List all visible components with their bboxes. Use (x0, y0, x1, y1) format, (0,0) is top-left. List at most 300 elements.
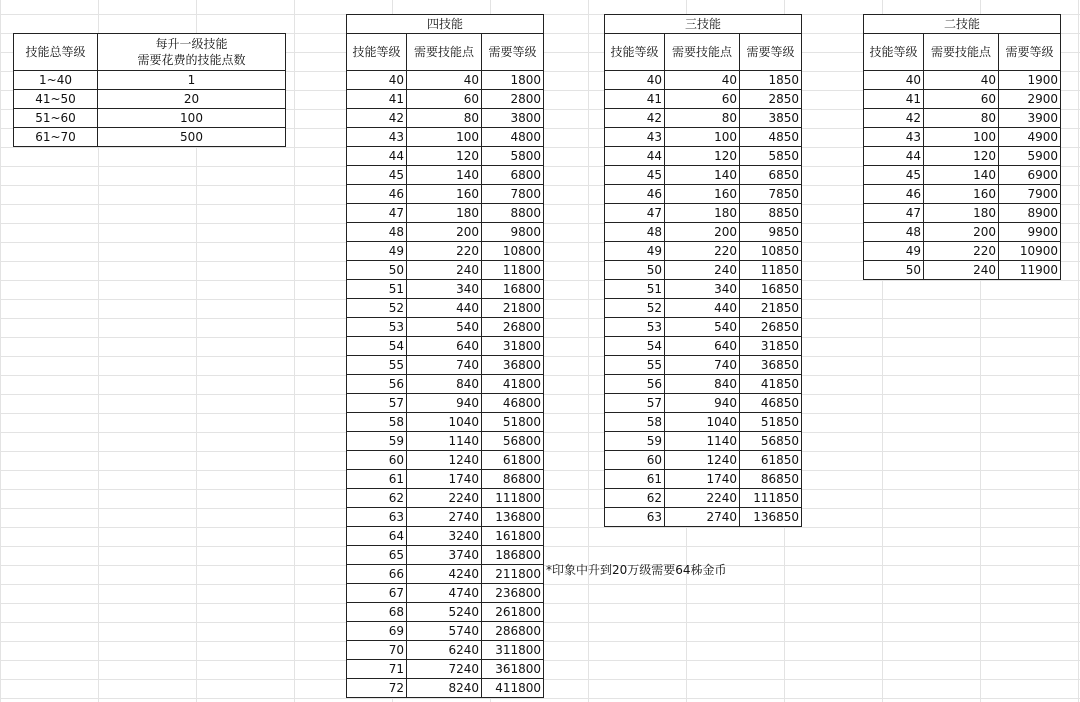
cell-skill-points: 220 (924, 242, 999, 261)
cell-skill-points: 140 (407, 166, 482, 185)
cell-points: 100 (98, 109, 286, 128)
cell-required-level: 41850 (740, 375, 802, 394)
table-row (347, 185, 544, 204)
cell-skill-level: 48 (864, 223, 924, 242)
cell-skill-points: 5240 (407, 603, 482, 622)
cell-skill-level: 67 (347, 584, 407, 603)
cell-skill-level: 44 (864, 147, 924, 166)
cell-skill-level: 62 (605, 489, 665, 508)
table-row (347, 584, 544, 603)
cell-required-level: 5900 (999, 147, 1061, 166)
cell-required-level: 8800 (482, 204, 544, 223)
cell-required-level: 136800 (482, 508, 544, 527)
cell-required-level: 111800 (482, 489, 544, 508)
table-row (605, 451, 802, 470)
cell-required-level: 7850 (740, 185, 802, 204)
cell-required-level: 4800 (482, 128, 544, 147)
cell-skill-points: 100 (924, 128, 999, 147)
cell-skill-level: 40 (605, 71, 665, 90)
cell-skill-points: 1740 (665, 470, 740, 489)
cell-skill-level: 70 (347, 641, 407, 660)
cell-skill-level: 72 (347, 679, 407, 698)
table-row (347, 508, 544, 527)
table-row (347, 375, 544, 394)
cell-skill-level: 52 (605, 299, 665, 318)
table-row (864, 109, 1061, 128)
table-row (347, 394, 544, 413)
cell-skill-level: 52 (347, 299, 407, 318)
three-skill-table (604, 14, 802, 527)
table-row (605, 375, 802, 394)
cell-required-level: 261800 (482, 603, 544, 622)
table-row (864, 261, 1061, 280)
cell-required-level: 111850 (740, 489, 802, 508)
header-skill-points: 需要技能点 (407, 34, 482, 71)
cell-skill-points: 5740 (407, 622, 482, 641)
cell-required-level: 56800 (482, 432, 544, 451)
cell-skill-level: 63 (347, 508, 407, 527)
cell-skill-level: 62 (347, 489, 407, 508)
cell-required-level: 3850 (740, 109, 802, 128)
cell-skill-level: 60 (347, 451, 407, 470)
cell-skill-level: 41 (605, 90, 665, 109)
cell-required-level: 16850 (740, 280, 802, 299)
cell-skill-points: 2240 (407, 489, 482, 508)
cell-required-level: 9800 (482, 223, 544, 242)
cell-skill-points: 80 (665, 109, 740, 128)
cell-required-level: 51800 (482, 413, 544, 432)
cell-required-level: 11800 (482, 261, 544, 280)
cell-level-range: 61~70 (14, 128, 98, 147)
cell-required-level: 41800 (482, 375, 544, 394)
cell-skill-points: 60 (665, 90, 740, 109)
cell-points: 500 (98, 128, 286, 147)
cell-skill-level: 63 (605, 508, 665, 527)
table-row (864, 242, 1061, 261)
cell-skill-points: 7240 (407, 660, 482, 679)
cell-required-level: 36800 (482, 356, 544, 375)
cell-required-level: 4900 (999, 128, 1061, 147)
table-row (347, 622, 544, 641)
cell-skill-points: 740 (665, 356, 740, 375)
table-row (347, 128, 544, 147)
cell-skill-points: 640 (407, 337, 482, 356)
cell-skill-level: 57 (605, 394, 665, 413)
cell-skill-points: 1140 (407, 432, 482, 451)
cell-required-level: 8850 (740, 204, 802, 223)
cell-required-level: 161800 (482, 527, 544, 546)
cell-skill-points: 100 (665, 128, 740, 147)
cell-skill-level: 49 (605, 242, 665, 261)
cell-skill-points: 200 (924, 223, 999, 242)
cell-skill-level: 54 (605, 337, 665, 356)
table-row (864, 204, 1061, 223)
skill-point-cost-table (13, 33, 286, 147)
cell-skill-points: 180 (407, 204, 482, 223)
table-row (347, 413, 544, 432)
table-row (347, 242, 544, 261)
cell-skill-points: 2740 (407, 508, 482, 527)
table-row (347, 641, 544, 660)
cell-skill-level: 57 (347, 394, 407, 413)
cell-skill-points: 1740 (407, 470, 482, 489)
cell-skill-level: 56 (605, 375, 665, 394)
cell-skill-level: 60 (605, 451, 665, 470)
table-row (14, 90, 286, 109)
table-row (347, 451, 544, 470)
cell-skill-level: 43 (864, 128, 924, 147)
note-text: *印象中升到20万级需要64秭金币 (546, 563, 727, 577)
cell-skill-points: 40 (924, 71, 999, 90)
cell-skill-level: 45 (864, 166, 924, 185)
table-row (864, 147, 1061, 166)
cell-skill-points: 180 (665, 204, 740, 223)
cell-required-level: 236800 (482, 584, 544, 603)
table-row (347, 166, 544, 185)
cell-skill-points: 440 (407, 299, 482, 318)
table-row (605, 432, 802, 451)
table-row (864, 90, 1061, 109)
cell-required-level: 136850 (740, 508, 802, 527)
cell-skill-level: 42 (347, 109, 407, 128)
cell-skill-points: 60 (407, 90, 482, 109)
cell-skill-points: 40 (407, 71, 482, 90)
cell-level-range: 1~40 (14, 71, 98, 90)
cell-level-range: 51~60 (14, 109, 98, 128)
cell-skill-level: 51 (605, 280, 665, 299)
cell-skill-level: 55 (605, 356, 665, 375)
cell-required-level: 10900 (999, 242, 1061, 261)
cell-skill-level: 59 (347, 432, 407, 451)
table-row (605, 71, 802, 90)
cell-skill-points: 80 (407, 109, 482, 128)
cell-required-level: 7900 (999, 185, 1061, 204)
cell-skill-points: 940 (407, 394, 482, 413)
table-row (864, 185, 1061, 204)
cell-skill-level: 69 (347, 622, 407, 641)
cell-skill-level: 44 (347, 147, 407, 166)
cell-required-level: 16800 (482, 280, 544, 299)
cell-skill-points: 640 (665, 337, 740, 356)
cell-required-level: 3900 (999, 109, 1061, 128)
cell-skill-points: 2740 (665, 508, 740, 527)
cell-skill-level: 65 (347, 546, 407, 565)
cell-level-range: 41~50 (14, 90, 98, 109)
header-skill-level: 技能等级 (347, 34, 407, 71)
cell-skill-level: 42 (864, 109, 924, 128)
cell-skill-points: 340 (665, 280, 740, 299)
two-skill-table (863, 14, 1061, 280)
table-row (605, 147, 802, 166)
cell-required-level: 6850 (740, 166, 802, 185)
cell-required-level: 6800 (482, 166, 544, 185)
table-row (605, 128, 802, 147)
table-row (605, 356, 802, 375)
table-row (605, 280, 802, 299)
cell-skill-level: 58 (605, 413, 665, 432)
cell-skill-points: 940 (665, 394, 740, 413)
cell-skill-points: 220 (665, 242, 740, 261)
cell-required-level: 5850 (740, 147, 802, 166)
cell-required-level: 86800 (482, 470, 544, 489)
cell-skill-level: 53 (347, 318, 407, 337)
table-row (347, 565, 544, 584)
table-row (347, 71, 544, 90)
cell-skill-points: 540 (407, 318, 482, 337)
header-skill-level: 技能等级 (605, 34, 665, 71)
cell-skill-level: 44 (605, 147, 665, 166)
cell-required-level: 21800 (482, 299, 544, 318)
cell-skill-level: 43 (347, 128, 407, 147)
cell-required-level: 26800 (482, 318, 544, 337)
cell-skill-level: 61 (605, 470, 665, 489)
header-skill-points: 需要技能点 (924, 34, 999, 71)
cell-skill-level: 46 (864, 185, 924, 204)
cell-skill-level: 48 (605, 223, 665, 242)
cell-required-level: 86850 (740, 470, 802, 489)
cell-skill-points: 140 (924, 166, 999, 185)
cell-required-level: 5800 (482, 147, 544, 166)
table-body (605, 71, 802, 527)
cell-skill-level: 61 (347, 470, 407, 489)
table-row (347, 223, 544, 242)
cell-skill-points: 240 (407, 261, 482, 280)
cell-required-level: 6900 (999, 166, 1061, 185)
cell-skill-points: 120 (924, 147, 999, 166)
cell-skill-level: 45 (605, 166, 665, 185)
cell-skill-level: 55 (347, 356, 407, 375)
cell-required-level: 31800 (482, 337, 544, 356)
table-row (605, 337, 802, 356)
header-required-level: 需要等级 (740, 34, 802, 71)
table-row (605, 489, 802, 508)
table-row (347, 603, 544, 622)
cell-required-level: 31850 (740, 337, 802, 356)
cell-required-level: 7800 (482, 185, 544, 204)
cell-skill-level: 40 (347, 71, 407, 90)
cell-required-level: 9850 (740, 223, 802, 242)
table-row (347, 318, 544, 337)
cell-skill-level: 43 (605, 128, 665, 147)
cell-skill-points: 3740 (407, 546, 482, 565)
cell-skill-points: 4240 (407, 565, 482, 584)
cell-skill-level: 41 (347, 90, 407, 109)
table-row (605, 109, 802, 128)
table-row (347, 280, 544, 299)
cell-required-level: 46850 (740, 394, 802, 413)
table-row (14, 71, 286, 90)
cell-required-level: 8900 (999, 204, 1061, 223)
cell-skill-level: 47 (347, 204, 407, 223)
cell-required-level: 4850 (740, 128, 802, 147)
cell-skill-level: 45 (347, 166, 407, 185)
cell-skill-level: 42 (605, 109, 665, 128)
table-row (605, 166, 802, 185)
table-row (347, 261, 544, 280)
cell-skill-points: 3240 (407, 527, 482, 546)
cell-required-level: 2800 (482, 90, 544, 109)
table-row (605, 261, 802, 280)
cell-required-level: 21850 (740, 299, 802, 318)
cell-skill-level: 51 (347, 280, 407, 299)
table-row (347, 356, 544, 375)
table-row (605, 413, 802, 432)
cell-skill-points: 4740 (407, 584, 482, 603)
cell-skill-points: 840 (665, 375, 740, 394)
table-row (605, 299, 802, 318)
table-row (347, 109, 544, 128)
table-row (605, 90, 802, 109)
header-skill-level: 技能等级 (864, 34, 924, 71)
cell-required-level: 1850 (740, 71, 802, 90)
cell-required-level: 211800 (482, 565, 544, 584)
table-title: 三技能 (605, 15, 802, 34)
table-row (347, 299, 544, 318)
cell-points: 20 (98, 90, 286, 109)
cell-required-level: 11900 (999, 261, 1061, 280)
cell-required-level: 286800 (482, 622, 544, 641)
cell-skill-points: 1240 (665, 451, 740, 470)
cell-skill-level: 49 (864, 242, 924, 261)
cell-skill-level: 66 (347, 565, 407, 584)
table-row (347, 679, 544, 698)
cell-required-level: 26850 (740, 318, 802, 337)
cell-required-level: 46800 (482, 394, 544, 413)
cell-skill-level: 50 (347, 261, 407, 280)
table-row (864, 223, 1061, 242)
cell-skill-points: 240 (665, 261, 740, 280)
cell-required-level: 9900 (999, 223, 1061, 242)
cell-required-level: 10850 (740, 242, 802, 261)
cell-skill-points: 160 (407, 185, 482, 204)
cell-skill-points: 160 (924, 185, 999, 204)
cell-skill-points: 740 (407, 356, 482, 375)
cell-skill-level: 46 (347, 185, 407, 204)
cell-skill-points: 240 (924, 261, 999, 280)
cell-skill-points: 120 (407, 147, 482, 166)
cell-required-level: 2900 (999, 90, 1061, 109)
table-row (347, 660, 544, 679)
cell-skill-points: 6240 (407, 641, 482, 660)
four-skill-table (346, 14, 544, 698)
table-row (864, 166, 1061, 185)
cell-skill-points: 840 (407, 375, 482, 394)
cell-required-level: 36850 (740, 356, 802, 375)
table-row (605, 185, 802, 204)
table-row (605, 508, 802, 527)
table-row (605, 318, 802, 337)
table-row (605, 204, 802, 223)
cell-skill-points: 1240 (407, 451, 482, 470)
header-total-skill-level: 技能总等级 (14, 34, 98, 71)
cell-skill-level: 46 (605, 185, 665, 204)
cell-skill-level: 40 (864, 71, 924, 90)
header-points-per-level: 每升一级技能 需要花费的技能点数 (98, 34, 286, 71)
table-row (347, 204, 544, 223)
cell-skill-points: 440 (665, 299, 740, 318)
table-row (347, 527, 544, 546)
cell-skill-level: 50 (864, 261, 924, 280)
cell-required-level: 361800 (482, 660, 544, 679)
cell-skill-level: 47 (605, 204, 665, 223)
cell-required-level: 56850 (740, 432, 802, 451)
cell-required-level: 61800 (482, 451, 544, 470)
table-row (14, 109, 286, 128)
cell-skill-points: 180 (924, 204, 999, 223)
cell-required-level: 10800 (482, 242, 544, 261)
table-row (347, 147, 544, 166)
cell-skill-level: 49 (347, 242, 407, 261)
table-body (864, 71, 1061, 280)
cell-skill-level: 41 (864, 90, 924, 109)
table-row (347, 432, 544, 451)
table-row (864, 71, 1061, 90)
cell-skill-level: 54 (347, 337, 407, 356)
cell-points: 1 (98, 71, 286, 90)
table-row (14, 128, 286, 147)
cell-skill-points: 1140 (665, 432, 740, 451)
cell-required-level: 1900 (999, 71, 1061, 90)
table-row (605, 223, 802, 242)
table-row (347, 546, 544, 565)
cell-skill-level: 50 (605, 261, 665, 280)
cell-skill-points: 200 (407, 223, 482, 242)
cell-skill-points: 120 (665, 147, 740, 166)
cell-skill-level: 64 (347, 527, 407, 546)
cell-skill-level: 68 (347, 603, 407, 622)
cell-skill-points: 8240 (407, 679, 482, 698)
cell-required-level: 2850 (740, 90, 802, 109)
cell-required-level: 11850 (740, 261, 802, 280)
table-row (347, 90, 544, 109)
cell-skill-points: 1040 (665, 413, 740, 432)
cell-required-level: 186800 (482, 546, 544, 565)
cell-skill-points: 40 (665, 71, 740, 90)
cell-skill-points: 1040 (407, 413, 482, 432)
cell-required-level: 3800 (482, 109, 544, 128)
cell-skill-level: 59 (605, 432, 665, 451)
cell-skill-points: 540 (665, 318, 740, 337)
header-required-level: 需要等级 (482, 34, 544, 71)
cell-skill-points: 340 (407, 280, 482, 299)
table-row (347, 489, 544, 508)
table-row (347, 337, 544, 356)
cell-skill-points: 2240 (665, 489, 740, 508)
cell-skill-points: 200 (665, 223, 740, 242)
cell-skill-level: 71 (347, 660, 407, 679)
cell-skill-level: 58 (347, 413, 407, 432)
cell-required-level: 61850 (740, 451, 802, 470)
header-skill-points: 需要技能点 (665, 34, 740, 71)
cell-skill-level: 48 (347, 223, 407, 242)
cell-required-level: 1800 (482, 71, 544, 90)
table-row (605, 242, 802, 261)
cell-required-level: 411800 (482, 679, 544, 698)
table-body (347, 71, 544, 698)
cell-skill-points: 220 (407, 242, 482, 261)
cell-skill-points: 140 (665, 166, 740, 185)
cell-skill-points: 60 (924, 90, 999, 109)
table-title: 四技能 (347, 15, 544, 34)
cell-required-level: 51850 (740, 413, 802, 432)
table-row (347, 470, 544, 489)
cell-skill-level: 56 (347, 375, 407, 394)
cell-skill-level: 47 (864, 204, 924, 223)
table-row (605, 470, 802, 489)
cell-skill-level: 53 (605, 318, 665, 337)
cell-skill-points: 100 (407, 128, 482, 147)
table-title: 二技能 (864, 15, 1061, 34)
